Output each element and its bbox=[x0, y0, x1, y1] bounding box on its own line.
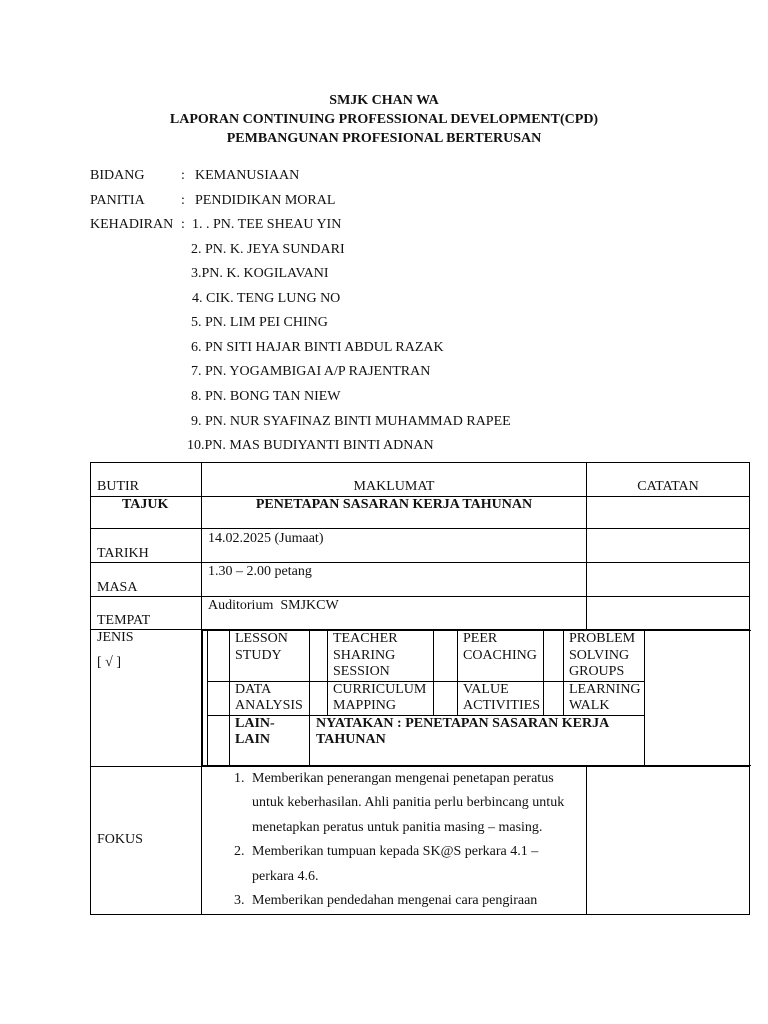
data-analysis-checkbox[interactable] bbox=[208, 681, 230, 715]
tajuk-label: TAJUK bbox=[91, 497, 202, 529]
fokus-catatan bbox=[587, 766, 750, 914]
panitia-value: PENDIDIKAN MORAL bbox=[195, 193, 336, 208]
lesson-study-label: LESSON STUDY bbox=[230, 631, 310, 682]
fokus-item: 3. Memberikan pendedahan mengenai cara pengiraan bbox=[248, 889, 582, 914]
table-row bbox=[91, 497, 750, 529]
learning-walk-label: LEARNING WALK bbox=[564, 681, 645, 715]
bidang-label: BIDANG bbox=[90, 168, 145, 183]
attendee-item: 3.PN. K. KOGILAVANI bbox=[191, 266, 329, 281]
bidang-value: KEMANUSIAAN bbox=[195, 168, 300, 183]
attendee-item: 10.PN. MAS BUDIYANTI BINTI ADNAN bbox=[187, 438, 434, 453]
nyatakan-text: NYATAKAN : PENETAPAN SASARAN KERJA TAHUNAN bbox=[310, 715, 645, 765]
table-row bbox=[91, 630, 750, 767]
value-activities-label: VALUE ACTIVITIES bbox=[458, 681, 544, 715]
tajuk-value: PENETAPAN SASARAN KERJA TAHUNAN bbox=[202, 497, 587, 529]
report-title: LAPORAN CONTINUING PROFESSIONAL DEVELOPMENT(CPD) bbox=[169, 112, 599, 127]
fokus-item: 2. Memberikan tumpuan kepada SK@S perkara 4.1 – perkara 4.6. bbox=[248, 840, 582, 889]
tempat-catatan bbox=[587, 597, 750, 630]
lesson-study-checkbox[interactable] bbox=[208, 631, 230, 682]
tempat-value: Auditorium SMJKCW bbox=[202, 597, 587, 630]
tempat-label: TEMPAT bbox=[91, 597, 202, 630]
learning-walk-checkbox[interactable] bbox=[544, 681, 564, 715]
attendee-item: 9. PN. NUR SYAFINAZ BINTI MUHAMMAD RAPEE bbox=[191, 414, 511, 429]
fokus-list bbox=[202, 767, 582, 914]
teacher-sharing-label: TEACHER SHARING SESSION bbox=[328, 631, 434, 682]
report-subtitle: PEMBANGUNAN PROFESIONAL BERTERUSAN bbox=[226, 131, 542, 146]
attendee-item: 2. PN. K. JEYA SUNDARI bbox=[191, 242, 345, 257]
lain-lain-checkbox[interactable] bbox=[208, 715, 230, 765]
table-row bbox=[91, 529, 750, 563]
curriculum-mapping-checkbox[interactable] bbox=[310, 681, 328, 715]
tajuk-catatan bbox=[587, 497, 750, 529]
value-activities-checkbox[interactable] bbox=[434, 681, 458, 715]
attendee-item: 6. PN SITI HAJAR BINTI ABDUL RAZAK bbox=[191, 340, 444, 355]
fokus-item: 1. Memberikan penerangan mengenai penetapan peratus untuk keberhasilan. Ahli panitia perlu berbincang untuk menetapkan peratus untuk panitia masing – masing. bbox=[248, 767, 582, 841]
panitia-colon: : bbox=[181, 193, 185, 208]
report-table bbox=[90, 462, 750, 915]
jenis-label: JENIS bbox=[97, 630, 134, 645]
attendee-item: 5. PN. LIM PEI CHING bbox=[191, 315, 328, 330]
tarikh-value: 14.02.2025 (Jumaat) bbox=[202, 529, 587, 563]
kehadiran-colon: : bbox=[181, 217, 185, 232]
fokus-label: FOKUS bbox=[91, 766, 202, 914]
masa-label: MASA bbox=[91, 563, 202, 597]
panitia-label: PANITIA bbox=[90, 193, 145, 208]
jenis-options-table bbox=[202, 630, 751, 766]
attendee-item: 8. PN. BONG TAN NIEW bbox=[191, 389, 341, 404]
table-row bbox=[91, 766, 750, 914]
jenis-checkbox-label: [ √ ] bbox=[97, 655, 122, 670]
butir-header: BUTIR bbox=[91, 463, 202, 497]
table-row bbox=[91, 597, 750, 630]
kehadiran-label: KEHADIRAN bbox=[90, 217, 174, 232]
fokus-content bbox=[202, 766, 587, 914]
attendee-item: 7. PN. YOGAMBIGAI A/P RAJENTRAN bbox=[191, 364, 431, 379]
data-analysis-label: DATA ANALYSIS bbox=[230, 681, 310, 715]
maklumat-header: MAKLUMAT bbox=[202, 463, 587, 497]
table-header-row bbox=[91, 463, 750, 497]
bidang-colon: : bbox=[181, 168, 185, 183]
attendee-item: 1. . PN. TEE SHEAU YIN bbox=[192, 217, 342, 232]
tarikh-catatan bbox=[587, 529, 750, 563]
jenis-cell bbox=[91, 630, 202, 767]
table-row bbox=[91, 563, 750, 597]
curriculum-mapping-label: CURRICULUM MAPPING bbox=[328, 681, 434, 715]
jenis-options-cell bbox=[202, 630, 750, 767]
problem-solving-checkbox[interactable] bbox=[544, 631, 564, 682]
tarikh-label: TARIKH bbox=[91, 529, 202, 563]
peer-coaching-label: PEER COACHING bbox=[458, 631, 544, 682]
lain-lain-label: LAIN-LAIN bbox=[230, 715, 310, 765]
masa-catatan bbox=[587, 563, 750, 597]
peer-coaching-checkbox[interactable] bbox=[434, 631, 458, 682]
masa-value: 1.30 – 2.00 petang bbox=[202, 563, 587, 597]
teacher-sharing-checkbox[interactable] bbox=[310, 631, 328, 682]
catatan-header: CATATAN bbox=[587, 463, 750, 497]
jenis-empty-area bbox=[645, 631, 751, 766]
attendee-item: 4. CIK. TENG LUNG NO bbox=[192, 291, 341, 306]
problem-solving-label: PROBLEM SOLVING GROUPS bbox=[564, 631, 645, 682]
school-name: SMJK CHAN WA bbox=[329, 93, 439, 108]
